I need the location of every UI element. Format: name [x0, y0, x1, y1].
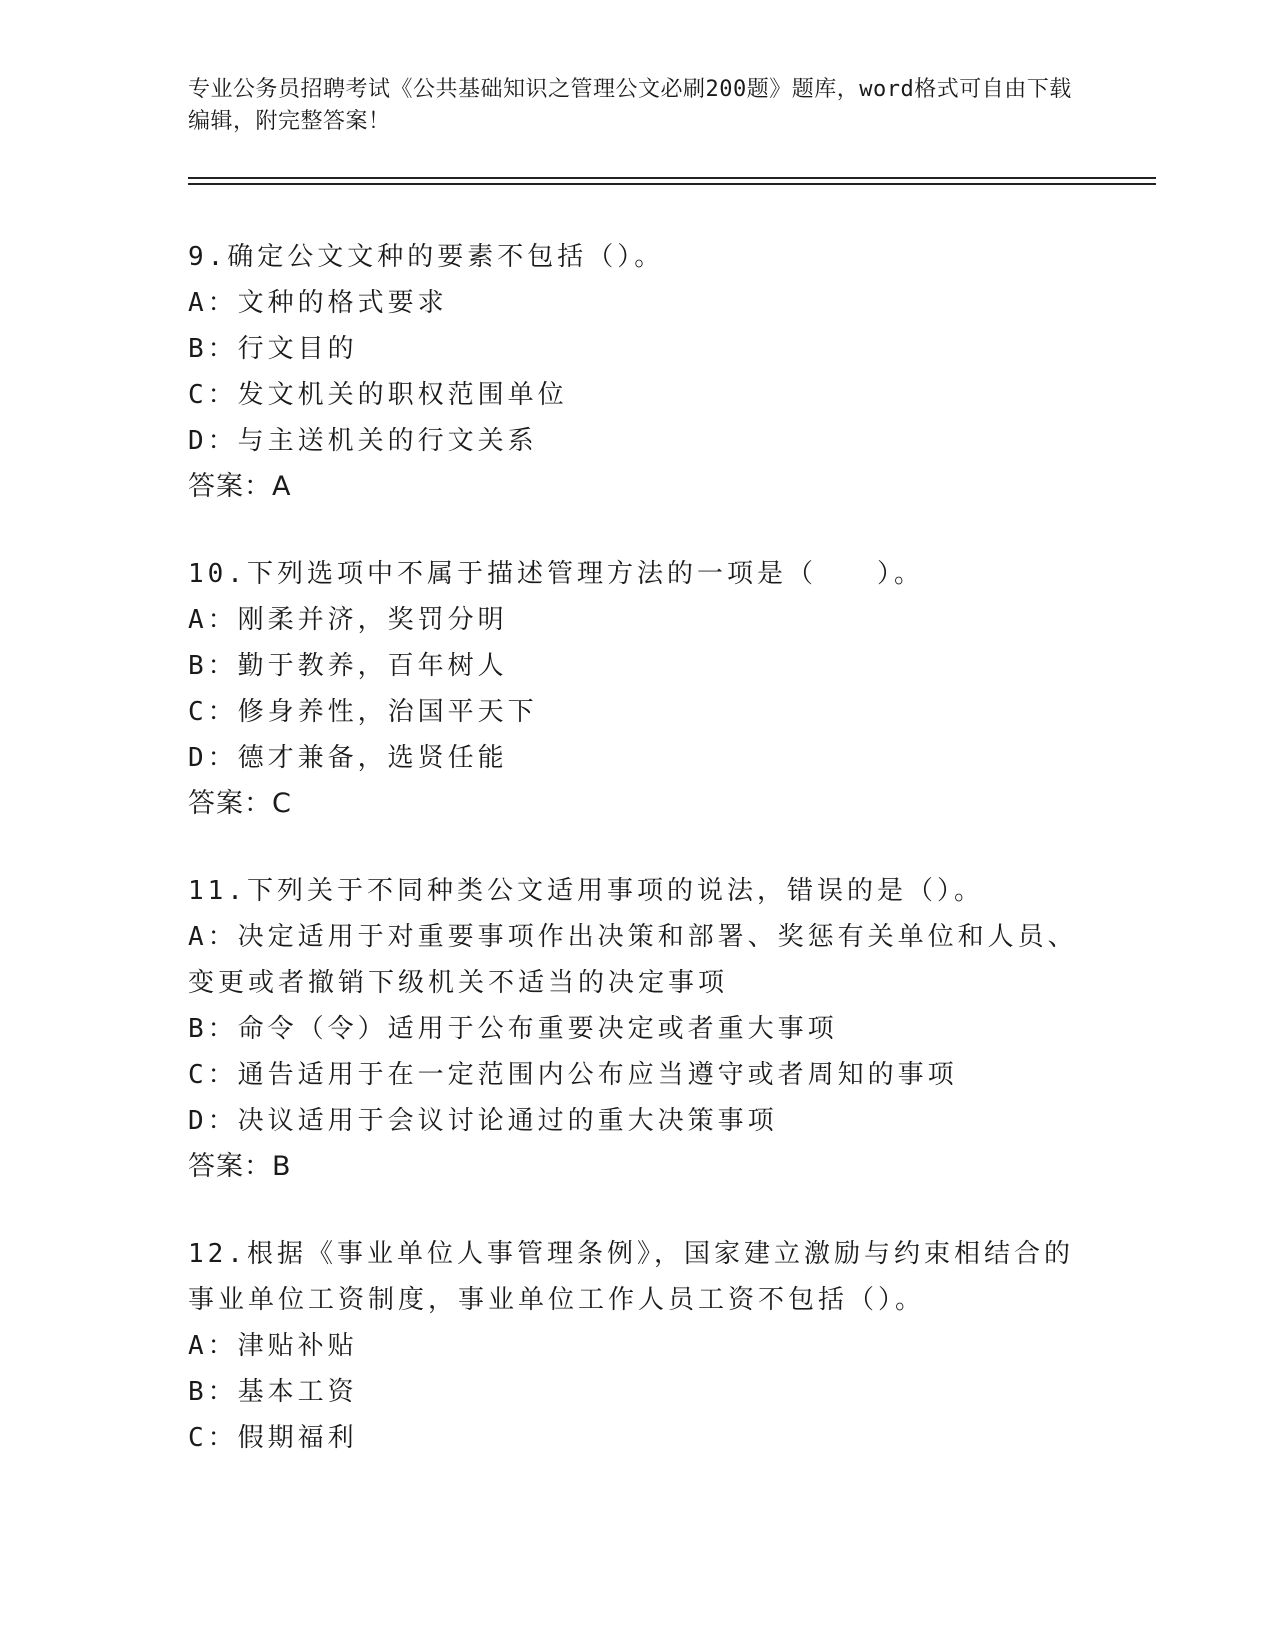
question-9: [188, 234, 1088, 510]
option-d: D：决议适用于会议讨论通过的重大决策事项: [188, 1106, 778, 1136]
question-10: [188, 551, 1088, 827]
question-stem: 10.下列选项中不属于描述管理方法的一项是（ ）。: [188, 559, 924, 589]
answer-line: 答案：A: [188, 471, 292, 502]
option-d: D：德才兼备，选贤任能: [188, 743, 508, 773]
option-b: B：基本工资: [188, 1377, 358, 1407]
header-divider-double: [188, 183, 1156, 185]
option-a: A：文种的格式要求: [188, 288, 448, 318]
option-d: D：与主送机关的行文关系: [188, 426, 538, 456]
option-c: C：发文机关的职权范围单位: [188, 380, 568, 410]
option-a: A：刚柔并济，奖罚分明: [188, 605, 508, 635]
option-b: B：命令（令）适用于公布重要决定或者重大事项: [188, 1014, 838, 1044]
option-b: B：行文目的: [188, 334, 358, 364]
option-b: B：勤于教养，百年树人: [188, 651, 508, 681]
question-stem: 12.根据《事业单位人事管理条例》，国家建立激励与约束相结合的事业单位工资制度，事业单位工作人员工资不包括（）。: [188, 1239, 1074, 1315]
document-header: 专业公务员招聘考试《公共基础知识之管理公文必刷200题》题库，word格式可自由下载编辑，附完整答案！: [188, 77, 1072, 134]
question-list: [188, 234, 1088, 1502]
option-c: C：修身养性，治国平天下: [188, 697, 538, 727]
option-c: C：假期福利: [188, 1423, 358, 1453]
question-11: [188, 868, 1088, 1190]
header-divider: [188, 177, 1156, 179]
option-a: A：津贴补贴: [188, 1331, 358, 1361]
question-stem: 9.确定公文文种的要素不包括（）。: [188, 242, 665, 272]
answer-line: 答案：B: [188, 1151, 292, 1182]
question-12: [188, 1231, 1088, 1461]
answer-line: 答案：C: [188, 788, 292, 819]
option-c: C：通告适用于在一定范围内公布应当遵守或者周知的事项: [188, 1060, 958, 1090]
option-a: A：决定适用于对重要事项作出决策和部署、奖惩有关单位和人员、变更或者撤销下级机关不适当的决定事项: [188, 922, 1078, 998]
question-stem: 11.下列关于不同种类公文适用事项的说法，错误的是（）。: [188, 876, 984, 906]
